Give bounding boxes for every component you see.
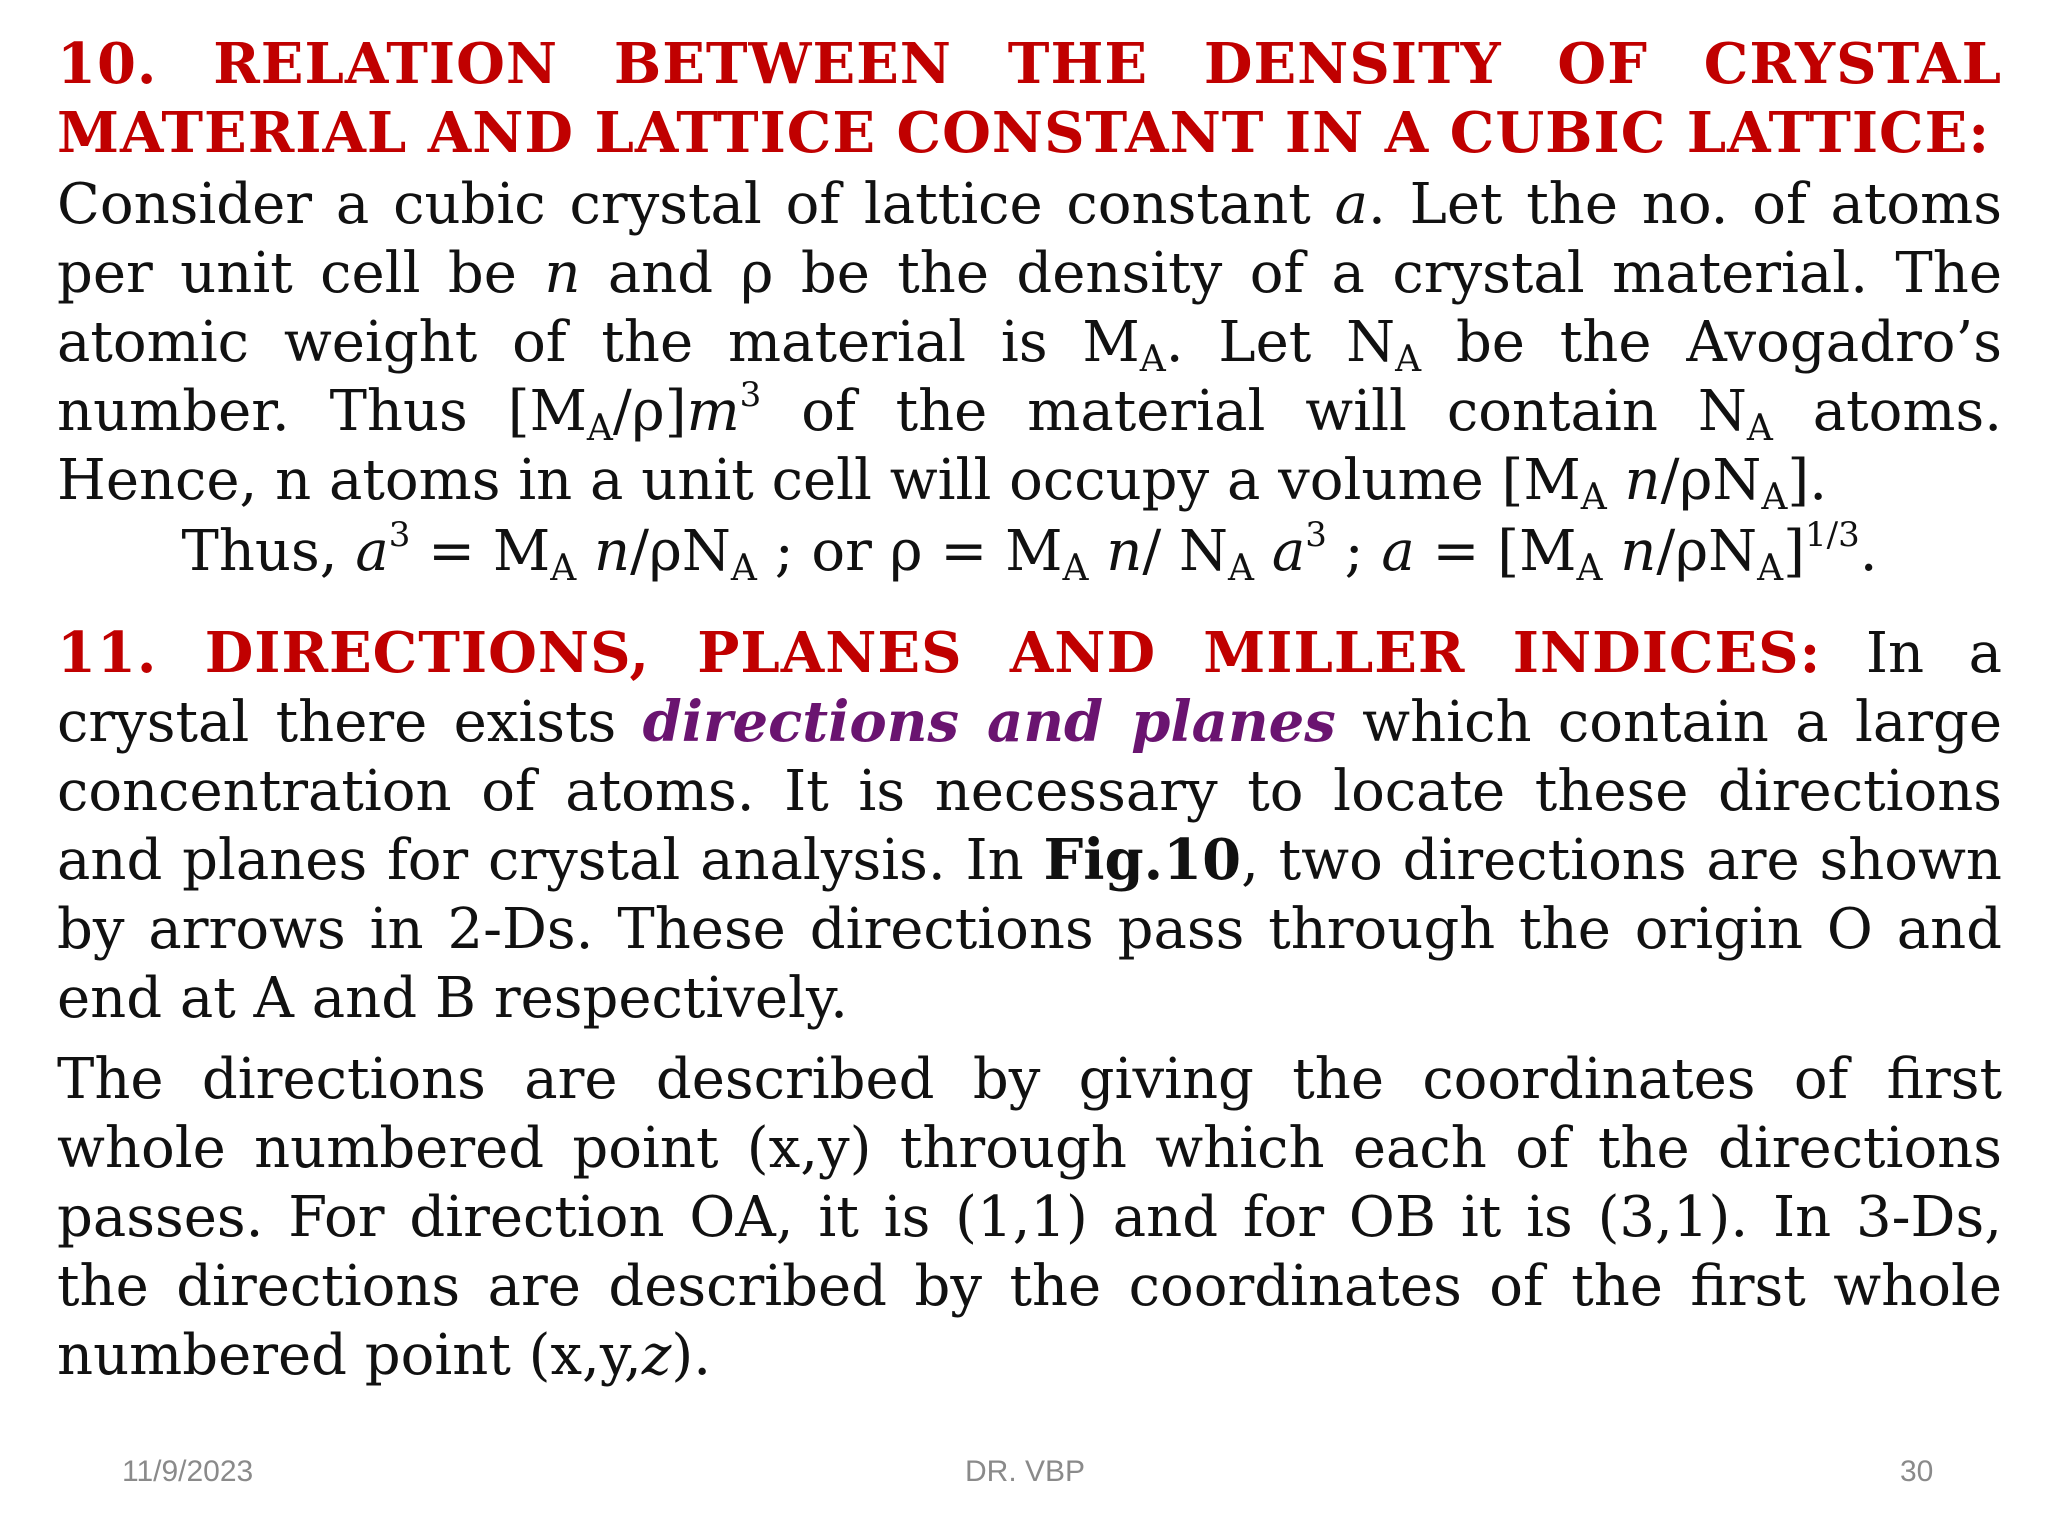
footer-author: DR. VBP xyxy=(964,1455,1086,1488)
slide-content xyxy=(57,30,2002,1390)
symbol-a: a xyxy=(1334,172,1368,237)
figure-reference: Fig.10 xyxy=(1043,827,1242,893)
slide-number: 30 xyxy=(1900,1455,1934,1488)
section-10-paragraph: Consider a cubic crystal of lattice constant a. Let the no. of atoms per unit cell be n and ρ be the density of a crystal material. The atomic weight of the material is $M_A$. Let $N_A$ be the Avogadro’s number. Thus $[M_A/\rho]m^3$ of the material will contain $N_A$ atoms. Hence, n atoms in a unit cell will occupy a volume [$M_A$ $n/\rho N_A$]. xyxy=(57,172,2003,518)
lattice-density-equation: Thus, $a^3 = M_A$ $n/\rho N_A$ ; or $\rho = M_A$ n/ $N_A$ $a^3$ ; $a = [M_A$ $n/\rho N_A]^{1/3}$. xyxy=(181,515,1878,589)
symbol-n: n xyxy=(544,241,581,306)
section-11-paragraph: 11. DIRECTIONS, PLANES AND MILLER INDICES: In a crystal there exists directions and planes which contain a large concentration of atoms. It is necessary to locate these directions and planes for crystal analysis. In Fig.10, two directions are shown by arrows in 2-Ds. These directions pass through the origin O and end at A and B respectively. xyxy=(57,620,2003,1031)
footer-date: 11/9/2023 xyxy=(122,1455,254,1488)
section-11-heading: 11. DIRECTIONS, PLANES AND MILLER INDICES: xyxy=(57,620,1822,686)
emphasis-directions-and-planes: directions and planes xyxy=(642,689,1336,755)
section-10-heading: 10. RELATION BETWEEN THE DENSITY OF CRYSTAL MATERIAL AND LATTICE CONSTANT IN A CUBIC LATTICE: xyxy=(57,31,2002,166)
directions-paragraph: The directions are described by giving the coordinates of first whole numbered point (x,y) through which each of the directions passes. For direction OA, it is (1,1) and for OB it is (3,1). In 3-Ds, the directions are described by the coordinates of the first whole numbered point (x,y,z). xyxy=(57,1047,2002,1388)
